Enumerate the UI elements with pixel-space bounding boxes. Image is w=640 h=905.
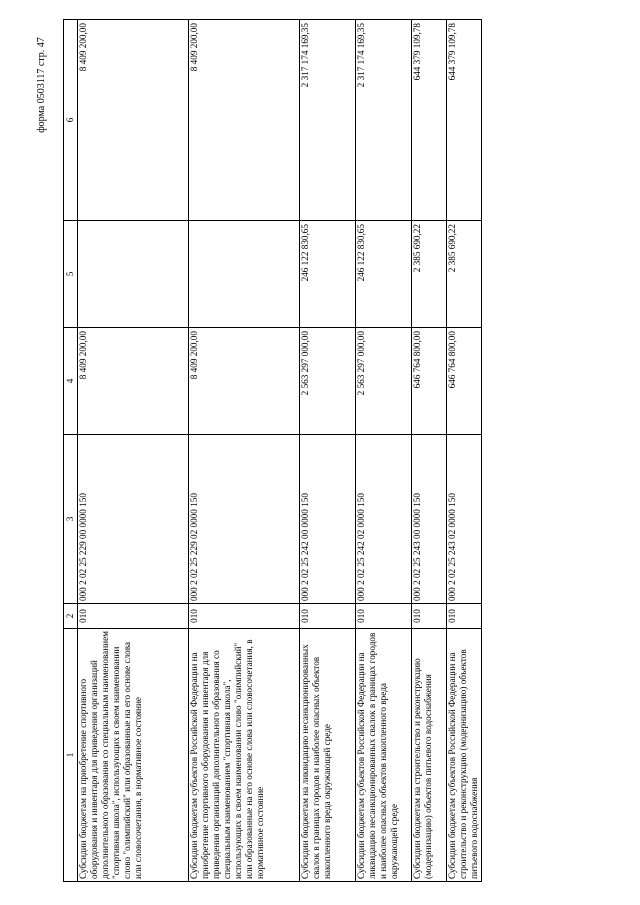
header-col-6: 6: [64, 20, 78, 221]
row-unexecuted: 2 317 174 169,35: [356, 20, 412, 221]
table-row: [78, 20, 189, 882]
header-col-3: 3: [64, 435, 78, 604]
row-line-code: 010: [78, 604, 189, 629]
report-table: [63, 19, 482, 882]
row-name: Субсидии бюджетам субъектов Российской Федерации на строительство и реконструкцию (модернизацию) объектов питьевого водоснабжения: [447, 629, 482, 882]
row-approved: 646 764 800,00: [447, 328, 482, 435]
row-unexecuted: 644 379 109,78: [447, 20, 482, 221]
row-executed: [189, 221, 300, 328]
table-row: [356, 20, 412, 882]
row-line-code: 010: [412, 604, 447, 629]
row-approved: 646 764 800,00: [412, 328, 447, 435]
row-line-code: 010: [356, 604, 412, 629]
row-approved: 2 563 297 000,00: [356, 328, 412, 435]
table-row: [447, 20, 482, 882]
row-income-code: 000 2 02 25 243 02 0000 150: [447, 435, 482, 604]
row-name: Субсидии бюджетам на ликвидацию несанкционированных свалок в границах городов и наиболее опасных объектов накопленного вреда окружающей среде: [300, 629, 356, 882]
header-col-4: 4: [64, 328, 78, 435]
row-approved: 8 409 200,00: [78, 328, 189, 435]
row-income-code: 000 2 02 25 229 00 0000 150: [78, 435, 189, 604]
row-income-code: 000 2 02 25 242 00 0000 150: [300, 435, 356, 604]
row-executed: [78, 221, 189, 328]
row-income-code: 000 2 02 25 229 02 0000 150: [189, 435, 300, 604]
row-executed: 246 122 830,65: [356, 221, 412, 328]
row-executed: 2 385 690,22: [447, 221, 482, 328]
row-unexecuted: 8 409 200,00: [189, 20, 300, 221]
row-unexecuted: 644 379 109,78: [412, 20, 447, 221]
row-name: Субсидии бюджетам на приобретение спортивного оборудования и инвентаря для приведения организаций дополнительного образования со специальным наименованием "спортивная школа", использующих в своем наименовании слово "олимпийский" или образованные на его основе слова или словосочетания, в нормативное состояние: [78, 629, 189, 882]
row-name: Субсидии бюджетам на строительство и реконструкцию (модернизацию) объектов питьевого водоснабжения: [412, 629, 447, 882]
row-unexecuted: 2 317 174 169,35: [300, 20, 356, 221]
table-row: [189, 20, 300, 882]
row-income-code: 000 2 02 25 242 02 0000 150: [356, 435, 412, 604]
header-col-2: 2: [64, 604, 78, 629]
row-name: Субсидии бюджетам субъектов Российской Федерации на ликвидацию несанкционированных свалок в границах городов и наиболее опасных объектов накопленного вреда окружающей среде: [356, 629, 412, 882]
form-label: [28, 20, 56, 150]
table-row: [300, 20, 356, 882]
row-approved: 2 563 297 000,00: [300, 328, 356, 435]
row-name: Субсидии бюджетам субъектов Российской Федерации на приобретение спортивного оборудования и инвентаря для приведения организаций дополнительного образования со специальным наименованием "спортивная школа", использующих в своем наименовании слово "олимпийский" или образованные на его основе слова или словосочетания, в нормативное состояние: [189, 629, 300, 882]
row-executed: 246 122 830,65: [300, 221, 356, 328]
row-line-code: 010: [189, 604, 300, 629]
row-approved: 8 409 200,00: [189, 328, 300, 435]
header-row: [64, 20, 78, 882]
table-row: [412, 20, 447, 882]
report-table-container: [63, 20, 550, 882]
row-executed: 2 385 690,22: [412, 221, 447, 328]
form-label-text: форма 0503117 стр. 47: [36, 37, 47, 133]
row-line-code: 010: [300, 604, 356, 629]
row-unexecuted: 8 409 200,00: [78, 20, 189, 221]
header-col-5: 5: [64, 221, 78, 328]
row-income-code: 000 2 02 25 243 00 0000 150: [412, 435, 447, 604]
header-col-1: 1: [64, 629, 78, 882]
row-line-code: 010: [447, 604, 482, 629]
